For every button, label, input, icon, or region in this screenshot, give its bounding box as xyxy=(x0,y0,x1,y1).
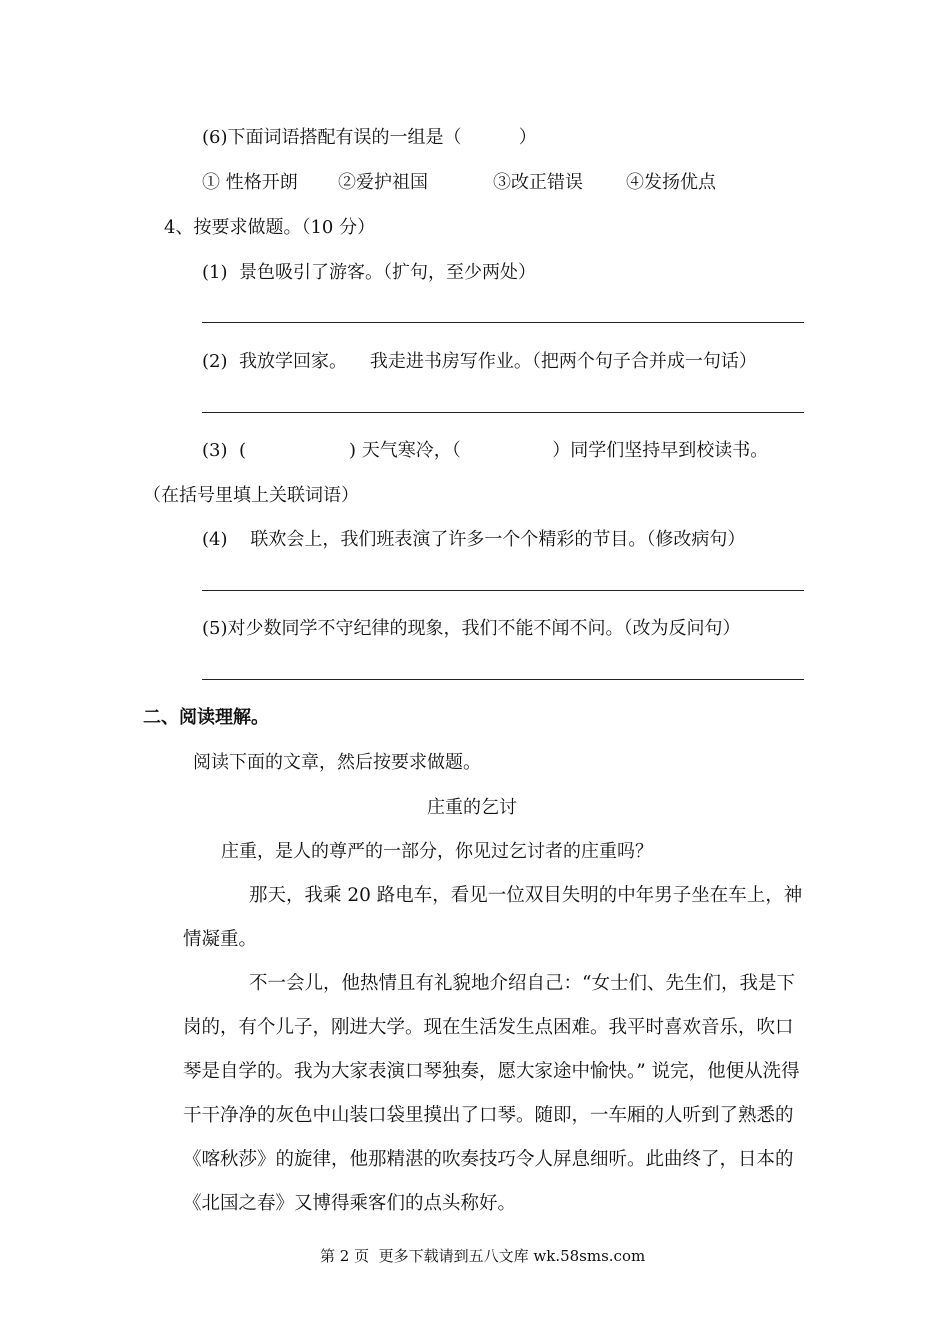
q6-option-4: ④发扬优点 xyxy=(626,172,716,193)
q6-option-2: ②爱护祖国 xyxy=(338,172,428,193)
article-paragraph-2: 不一会儿，他热情且有礼貌地介绍自己：“女士们、先生们，我是下岗的，有个儿子，刚进大学。现在生活发生点困难。我平时喜欢音乐，吹口琴是自学的。我为大家表演口琴独奏，愿大家途中愉快。” 说完，他便从洗得干干净净的灰色中山装口袋里摸出了口琴。随即，一车厢的人听到了熟悉的《喀秋莎》的旋律，他那精湛的吹奏技巧令人屏息细听。此曲终了，日本的《北国之春》又博得乘客们的点头称好。 xyxy=(183,973,800,1214)
q4-item-3-note: （在括号里填上关联词语） xyxy=(143,485,359,506)
q6-option-3: ③改正错误 xyxy=(493,172,583,193)
answer-line-5[interactable] xyxy=(202,679,804,680)
q6-stem: (6)下面词语搭配有误的一组是（ ） xyxy=(202,127,537,148)
reading-instruction: 阅读下面的文章，然后按要求做题。 xyxy=(193,752,481,773)
q4-item-1: (1) 景色吸引了游客。（扩句，至少两处） xyxy=(202,262,536,283)
q4-item-5: (5)对少数同学不守纪律的现象，我们不能不闻不问。（改为反问句） xyxy=(202,618,741,639)
section-title-reading: 二、阅读理解。 xyxy=(143,707,269,728)
q4-heading: 4、按要求做题。（10 分） xyxy=(164,217,376,238)
answer-line-2[interactable] xyxy=(202,412,804,413)
q6-option-1: ① 性格开朗 xyxy=(202,172,298,193)
article-paragraph-1: 那天，我乘 20 路电车，看见一位双目失明的中年男子坐在车上，神情凝重。 xyxy=(183,885,803,950)
q4-item-2: (2) 我放学回家。 我走进书房写作业。（把两个句子合并成一句话） xyxy=(202,351,757,372)
answer-line-1[interactable] xyxy=(202,322,804,323)
q4-item-3: (3) ( ) 天气寒冷，（ ）同学们坚持早到校读书。 xyxy=(202,440,769,461)
answer-line-4[interactable] xyxy=(202,590,804,591)
article-intro: 庄重，是人的尊严的一部分，你见过乞讨者的庄重吗？ xyxy=(221,841,653,862)
q4-item-4: (4) 联欢会上，我们班表演了许多一个个精彩的节目。（修改病句） xyxy=(202,529,746,550)
page-footer: 第 2 页 更多下载请到五八文库 wk.58sms.com xyxy=(320,1247,646,1265)
article-title: 庄重的乞讨 xyxy=(427,797,517,818)
